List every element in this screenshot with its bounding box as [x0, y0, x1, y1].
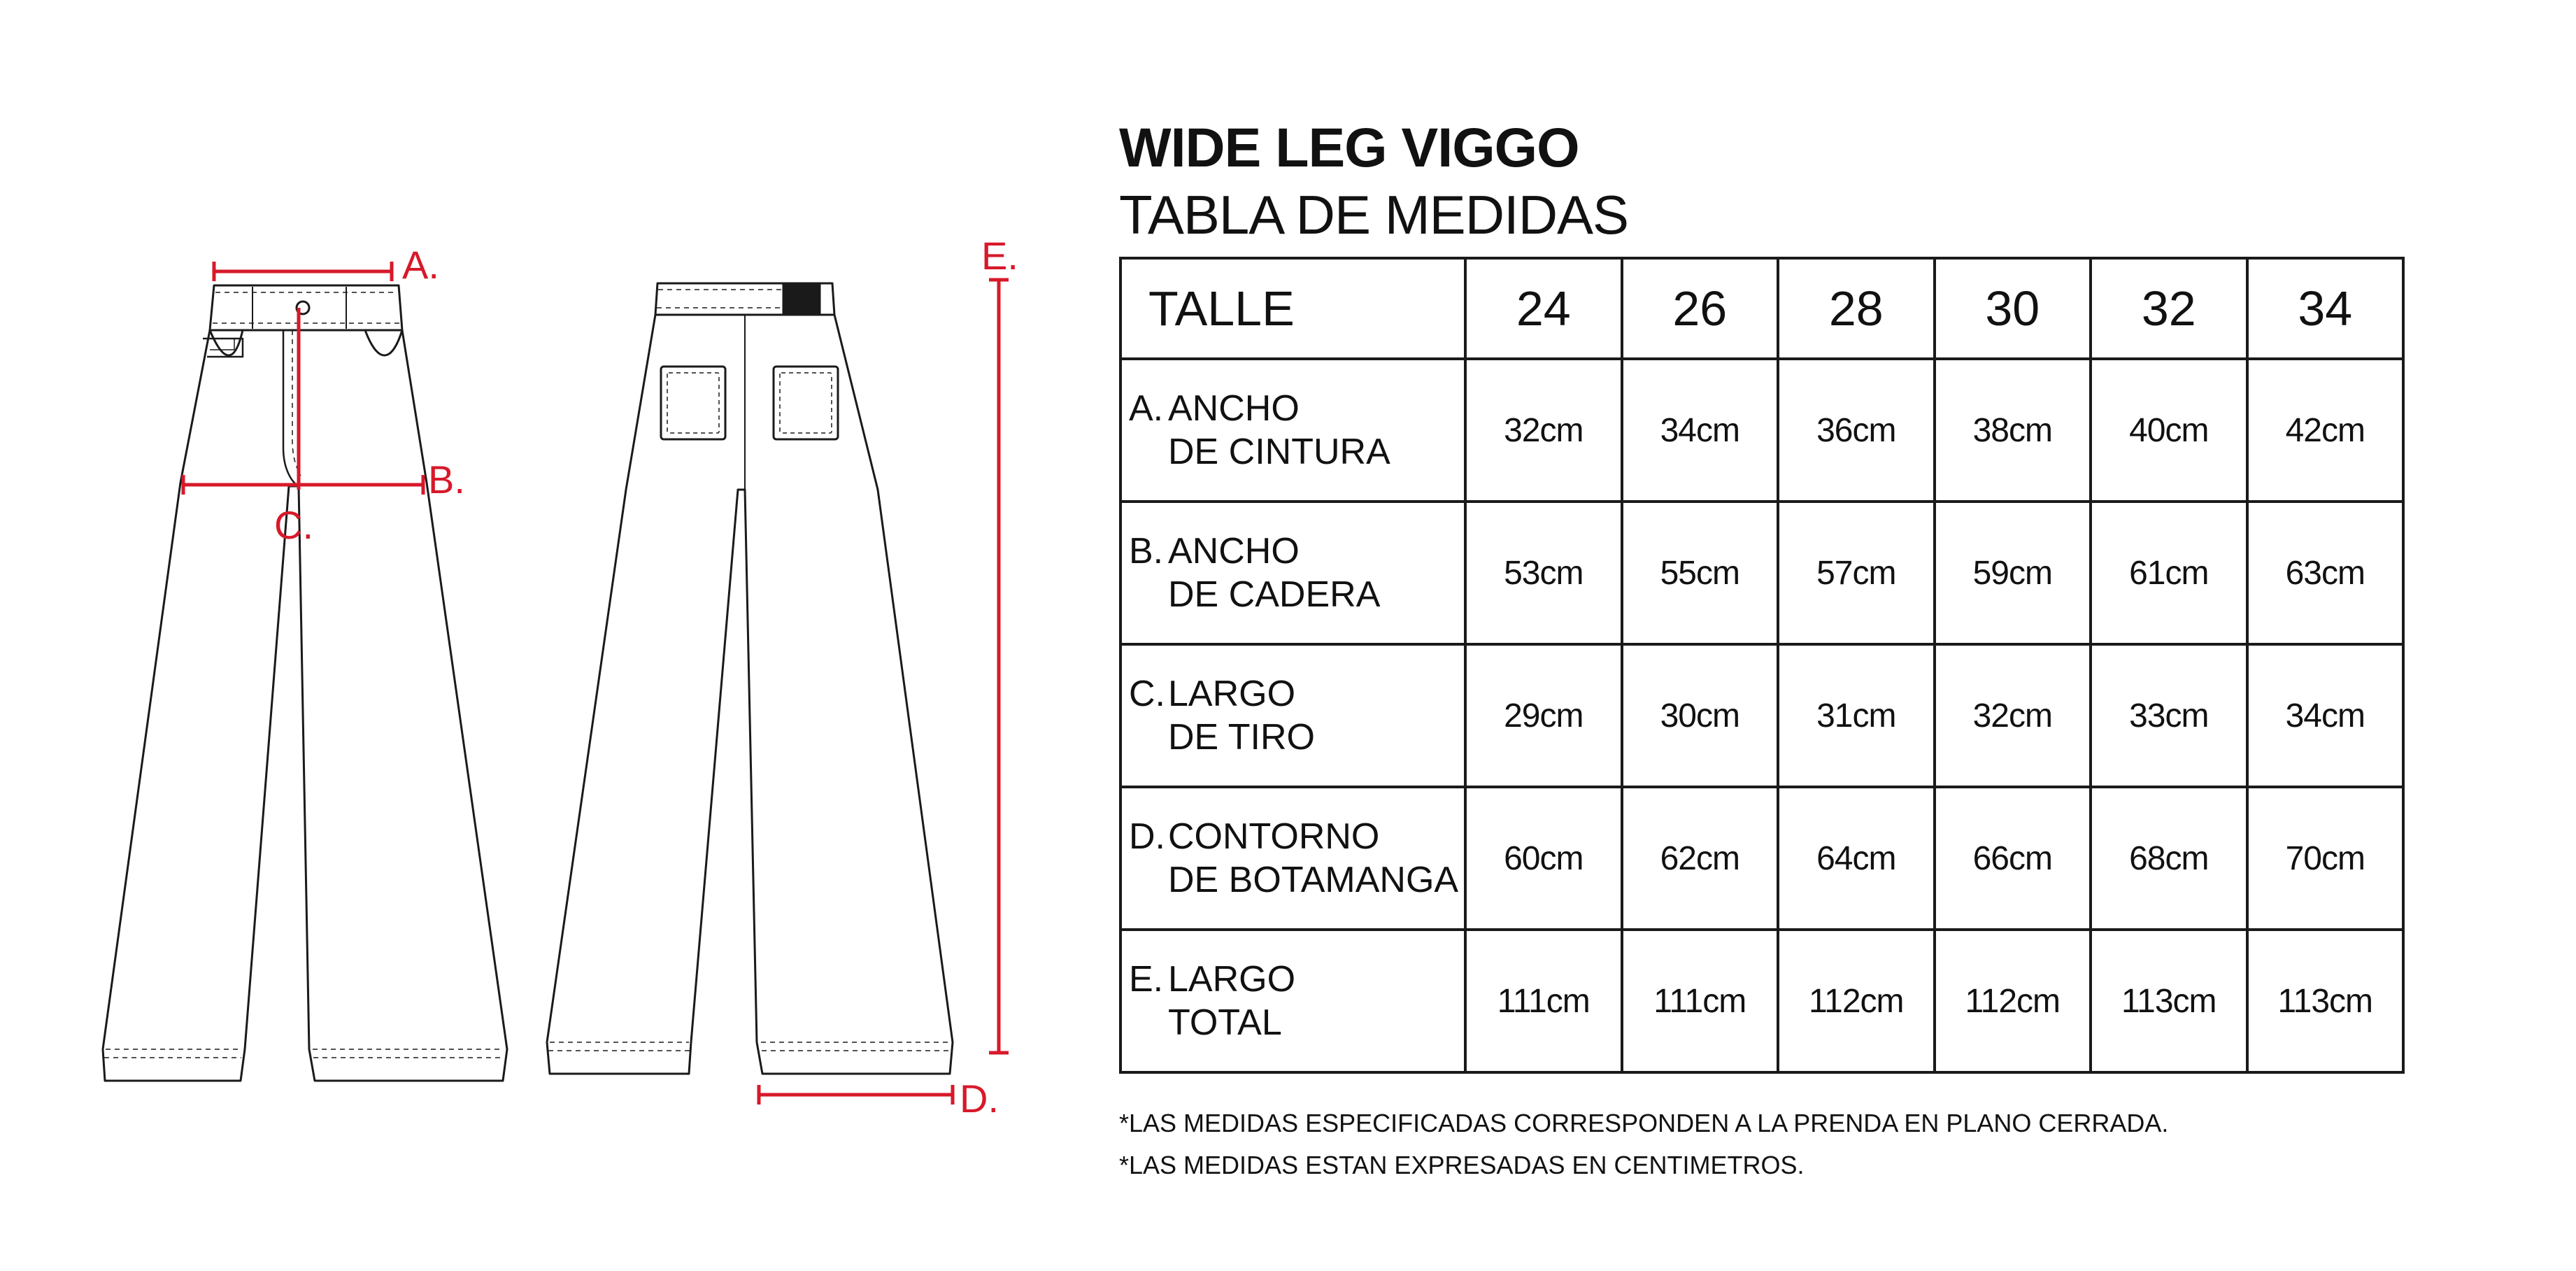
cell-value: 31cm: [1778, 644, 1935, 787]
cell-value: 111cm: [1465, 930, 1622, 1072]
cell-value: 34cm: [1622, 359, 1779, 502]
row-label-line1: LARGO: [1168, 959, 1296, 1000]
label-a: A.: [402, 243, 439, 287]
label-e: E.: [981, 234, 1018, 278]
cell-value: 36cm: [1778, 359, 1935, 502]
header-size: 24: [1465, 258, 1622, 359]
cell-value: 53cm: [1465, 502, 1622, 644]
cell-value: 34cm: [2247, 644, 2404, 787]
back-view-drawing: [547, 283, 953, 1074]
front-view-drawing: [103, 285, 507, 1081]
footnote: *LAS MEDIDAS ESPECIFICADAS CORRESPONDEN A LA PRENDA EN PLANO CERRADA.: [1119, 1109, 2169, 1137]
cell-value: 32cm: [1935, 644, 2091, 787]
table-row: [1120, 930, 2403, 1072]
cell-value: 40cm: [2091, 359, 2247, 502]
cell-value: 59cm: [1935, 502, 2091, 644]
cell-value: 57cm: [1778, 502, 1935, 644]
cell-value: 63cm: [2247, 502, 2404, 644]
cell-value: 55cm: [1622, 502, 1779, 644]
row-label-line1: ANCHO: [1168, 388, 1300, 429]
cell-value: 42cm: [2247, 359, 2404, 502]
cell-value: 61cm: [2091, 502, 2247, 644]
row-letter: B.: [1129, 531, 1164, 571]
label-d: D.: [960, 1077, 999, 1121]
cell-value: 30cm: [1622, 644, 1779, 787]
row-label: [1120, 359, 1465, 502]
row-label: [1120, 787, 1465, 930]
row-label-line2: DE CINTURA: [1168, 432, 1390, 472]
table-subtitle: TABLA DE MEDIDAS: [1119, 184, 1629, 246]
cell-value: 112cm: [1935, 930, 2091, 1072]
row-label-line2: DE CADERA: [1168, 574, 1381, 615]
label-b: B.: [428, 457, 465, 502]
header-size: 30: [1935, 258, 2091, 359]
header-size: 34: [2247, 258, 2404, 359]
row-label-line1: CONTORNO: [1168, 816, 1380, 857]
cell-value: 32cm: [1465, 359, 1622, 502]
row-label: [1120, 502, 1465, 644]
cell-value: 38cm: [1935, 359, 2091, 502]
footnote: *LAS MEDIDAS ESTAN EXPRESADAS EN CENTIMETROS.: [1119, 1151, 1805, 1179]
cell-value: 66cm: [1935, 787, 2091, 930]
cell-value: 113cm: [2247, 930, 2404, 1072]
cell-value: 70cm: [2247, 787, 2404, 930]
product-title: WIDE LEG VIGGO: [1119, 116, 1579, 178]
cell-value: 29cm: [1465, 644, 1622, 787]
header-size: 26: [1622, 258, 1779, 359]
row-label: [1120, 930, 1465, 1072]
row-label-line2: DE TIRO: [1168, 717, 1315, 758]
table-row: [1120, 359, 2403, 502]
table-header-row: [1120, 258, 2403, 359]
row-letter: C.: [1129, 674, 1165, 714]
table-row: [1120, 787, 2403, 930]
row-label-line2: DE BOTAMANGA: [1168, 860, 1459, 900]
header-size: 28: [1778, 258, 1935, 359]
cell-value: 64cm: [1778, 787, 1935, 930]
cell-value: 33cm: [2091, 644, 2247, 787]
table-row: [1120, 644, 2403, 787]
header-size: 32: [2091, 258, 2247, 359]
table-row: [1120, 502, 2403, 644]
cell-value: 111cm: [1622, 930, 1779, 1072]
cell-value: 68cm: [2091, 787, 2247, 930]
row-letter: A.: [1129, 388, 1164, 429]
label-c: C.: [274, 503, 313, 547]
row-letter: D.: [1129, 816, 1165, 857]
cell-value: 112cm: [1778, 930, 1935, 1072]
row-letter: E.: [1129, 959, 1164, 1000]
size-measurement-table: [1119, 257, 2405, 1074]
cell-value: 62cm: [1622, 787, 1779, 930]
row-label: [1120, 644, 1465, 787]
row-label-line1: LARGO: [1168, 674, 1296, 714]
header-talle: TALLE: [1120, 258, 1465, 359]
pants-technical-sketch: [0, 0, 1091, 1271]
row-label-line2: TOTAL: [1168, 1002, 1282, 1043]
cell-value: 60cm: [1465, 787, 1622, 930]
row-label-line1: ANCHO: [1168, 531, 1300, 571]
cell-value: 113cm: [2091, 930, 2247, 1072]
